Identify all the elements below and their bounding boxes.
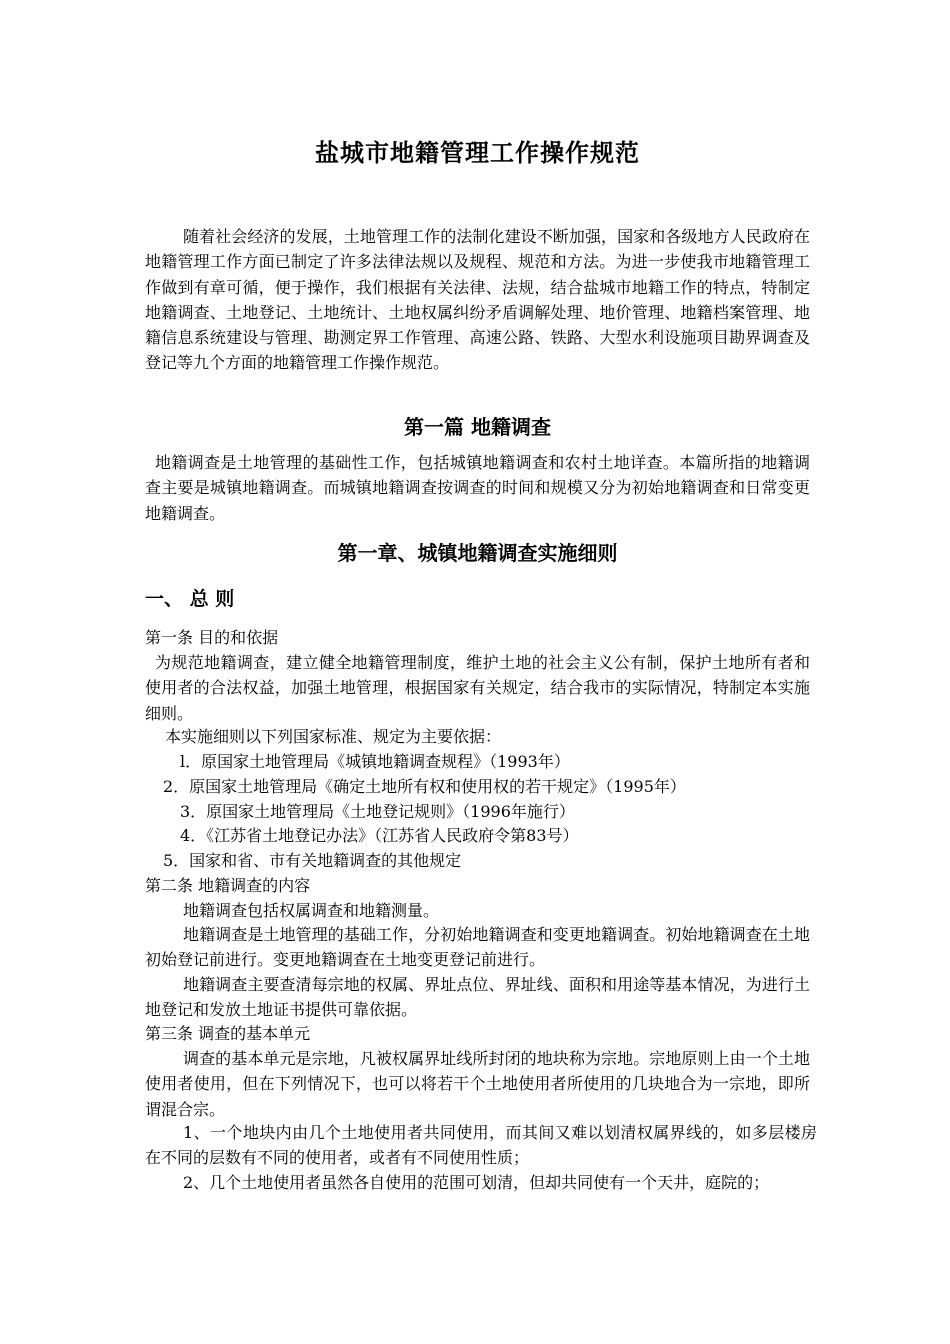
article1-paragraph: 为规范地籍调查，建立健全地籍管理制度，维护土地的社会主义公有制，保护土地所有者和使用者的合法权益，加强土地管理，根据国家有关规定，结合我市的实际情况，特制定本实施细则。 [145, 653, 810, 723]
article3-list-item: 2、几个土地使用者虽然各自使用的范围可划清，但却共同使有一个天井，庭院的； [183, 1173, 770, 1192]
basis-item: 3．原国家土地管理局《土地登记规则》（1996年施行） [180, 802, 575, 821]
basis-item: 5．国家和省、市有关地籍调查的其他规定 [163, 851, 462, 870]
basis-item: l．原国家土地管理局《城镇地籍调查规程》（1993年） [180, 752, 570, 771]
article3-list-item: 1、一个地块内由几个土地使用者共同使用，而其间又难以划清权属界线的，如多层楼房在不同的层数有不同的使用者，或者有不同使用性质； [145, 1123, 817, 1168]
part1-heading: 第一篇 地籍调查 [404, 415, 551, 439]
document-title: 盐城市地籍管理工作操作规范 [315, 139, 640, 167]
part1-intro-paragraph: 地籍调查是土地管理的基础性工作，包括城镇地籍调查和农村土地详查。本篇所指的地籍调查主要是城镇地籍调查。而城镇地籍调查按调查的时间和规模又分为初始地籍调查和日常变更地籍调查。 [145, 453, 810, 523]
article2-paragraph: 地籍调查是土地管理的基础工作，分初始地籍调查和变更地籍调查。初始地籍调查在土地初始登记前进行。变更地籍调查在土地变更登记前进行。 [145, 925, 810, 970]
section1-heading: 一、 总 则 [145, 588, 235, 610]
basis-item: 2．原国家土地管理局《确定土地所有权和使用权的若干规定》（1995年） [163, 777, 686, 796]
basis-item: 4．《江苏省土地登记办法》（江苏省人民政府令第83号） [180, 826, 579, 845]
article2-paragraph: 地籍调查包括权属调查和地籍测量。 [183, 901, 440, 920]
article2-paragraph: 地籍调查主要查清每宗地的权属、界址点位、界址线、面积和用途等基本情况，为进行土地登记和发放土地证书提供可靠依据。 [145, 975, 810, 1020]
article3-paragraph: 调查的基本单元是宗地，凡被权属界址线所封闭的地块称为宗地。宗地原则上由一个土地使用者使用，但在下列情况下，也可以将若干个土地使用者所使用的几块地合为一宗地，即所谓混合宗。 [145, 1049, 810, 1119]
article1-basis-intro: 本实施细则以下列国家标准、规定为主要依据： [165, 727, 502, 746]
article1-heading: 第一条 目的和依据 [145, 628, 279, 647]
article3-heading: 第三条 调查的基本单元 [145, 1024, 311, 1043]
article2-heading: 第二条 地籍调查的内容 [145, 876, 311, 895]
intro-paragraph: 随着社会经济的发展，土地管理工作的法制化建设不断加强，国家和各级地方人民政府在地籍管理工作方面已制定了许多法律法规以及规程、规范和方法。为进一步使我市地籍管理工作做到有章可循，便于操作，我们根据有关法律、法规，结合盐城市地籍工作的特点，特制定地籍调查、土地登记、土地统计、土地权属纠纷矛盾调解处理、地价管理、地籍档案管理、地籍信息系统建设与管理、勘测定界工作管理、高速公路、铁路、大型水利设施项目勘界调查及登记等九个方面的地籍管理工作操作规范。 [145, 227, 810, 373]
chapter1-heading: 第一章、城镇地籍调查实施细则 [337, 541, 618, 565]
